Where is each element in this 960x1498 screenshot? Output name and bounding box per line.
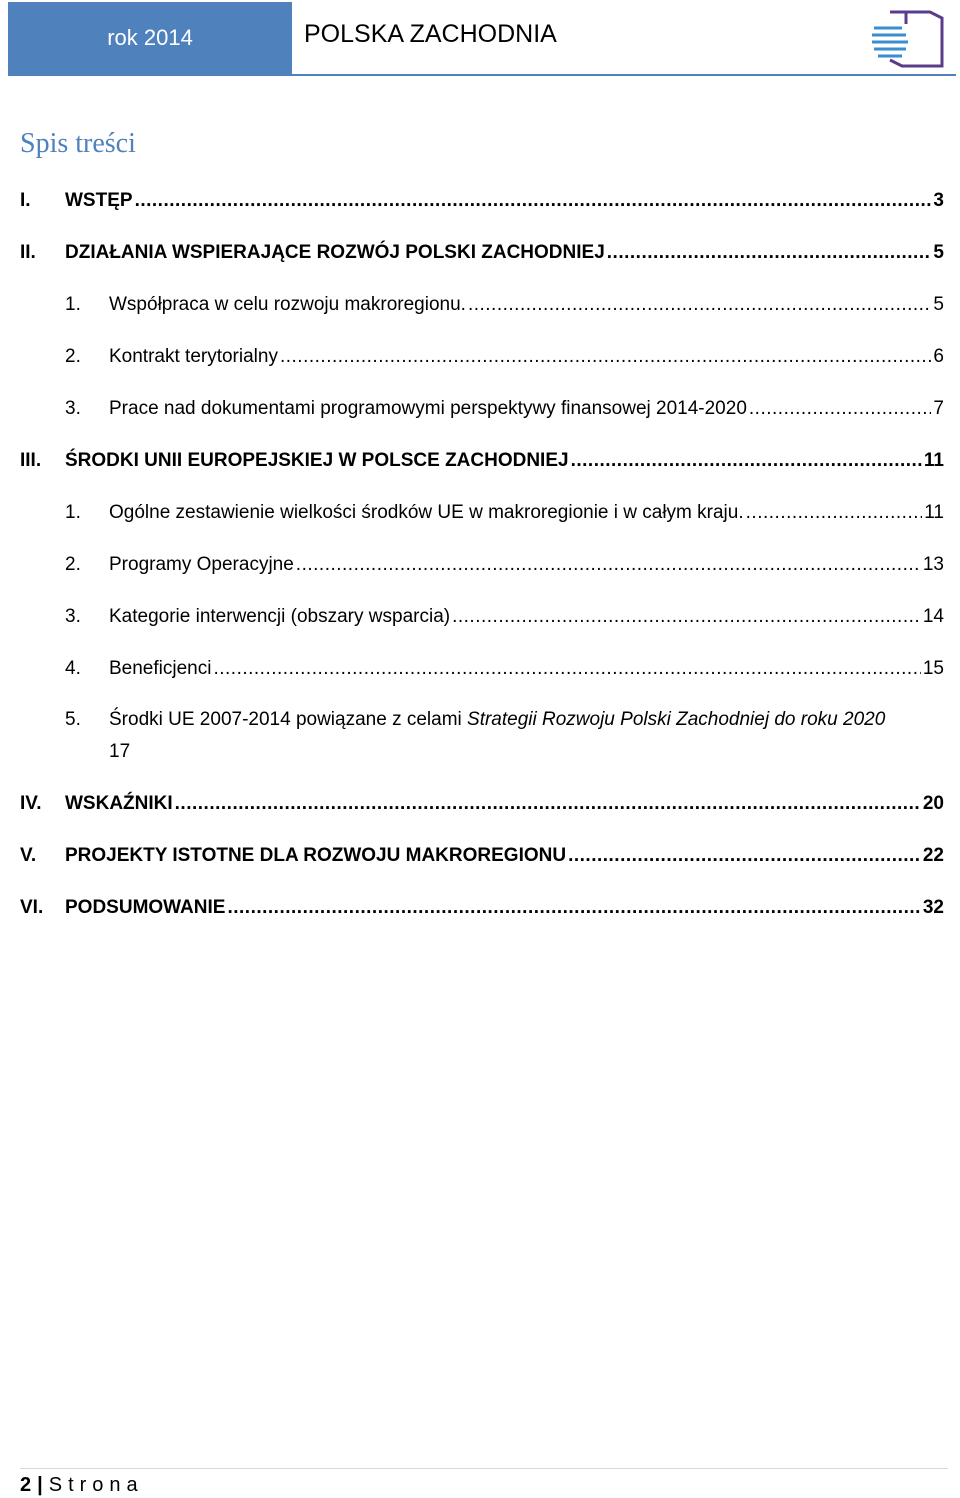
toc-leader-dots: [468, 292, 931, 318]
toc-entry-number: III.: [20, 450, 42, 471]
toc-entry-title: Współpraca w celu rozwoju makroregionu.: [109, 294, 466, 315]
polska-zachodnia-logo-icon: [868, 10, 948, 70]
toc-entry-title: ŚRODKI UNII EUROPEJSKIEJ W POLSCE ZACHODNIEJ: [65, 450, 569, 471]
header-year-banner: [8, 2, 292, 74]
toc-entry-wskazniki[interactable]: [20, 791, 944, 817]
header-divider: [8, 74, 956, 76]
toc-entry-number: IV.: [20, 793, 42, 814]
toc-leader-dots: [175, 791, 921, 817]
toc-entry-number: 1.: [65, 502, 81, 523]
toc-entry-number: 5.: [65, 709, 81, 730]
toc-entry-page: 14: [922, 606, 944, 627]
toc-heading: Spis treści: [20, 128, 136, 159]
toc-entry-title: Programy Operacyjne: [109, 554, 294, 575]
toc-entry-page: 6: [933, 346, 944, 367]
toc-leader-dots: [749, 396, 932, 422]
toc-entry-programy[interactable]: [20, 552, 944, 578]
toc-entry-podsumowanie[interactable]: [20, 895, 944, 921]
toc-entry-title: DZIAŁANIA WSPIERAJĄCE ROZWÓJ POLSKI ZACHODNIEJ: [65, 242, 605, 263]
toc-entry-prace[interactable]: [20, 396, 944, 422]
toc-entry-title-italic: Strategii Rozwoju Polski Zachodniej do roku 2020: [467, 709, 886, 730]
toc-entry-page: 5: [933, 242, 944, 263]
footer-separator: |: [37, 1474, 43, 1496]
toc-entry-projekty[interactable]: [20, 843, 944, 869]
toc-entry-number: 2.: [65, 346, 81, 367]
toc-entry-title: Prace nad dokumentami programowymi perspektywy finansowej 2014-2020: [109, 398, 747, 419]
toc-leader-dots: [452, 604, 921, 630]
toc-entry-ogolne[interactable]: [20, 500, 944, 526]
toc-entry-page: 5: [933, 294, 944, 315]
toc-entry-page: 7: [933, 398, 944, 419]
toc-entry-wspolpraca[interactable]: [20, 292, 944, 318]
toc-entry-title: Środki UE 2007-2014 powiązane z celami: [109, 709, 468, 730]
toc-entry-number: 2.: [65, 554, 81, 575]
toc-entry-beneficjenci[interactable]: [20, 656, 944, 682]
toc-entry-srodki-ue-strategia[interactable]: [20, 704, 944, 768]
toc-leader-dots: [213, 656, 920, 682]
toc-leader-dots: [568, 843, 921, 869]
footer-page-label: Strona: [48, 1474, 144, 1496]
toc-entry-kategorie[interactable]: [20, 604, 944, 630]
toc-leader-dots: [280, 344, 931, 370]
toc-entry-page: 3: [933, 190, 944, 211]
toc-entry-page: 13: [922, 554, 944, 575]
header-title: POLSKA ZACHODNIA: [304, 20, 557, 48]
toc-entry-number: 3.: [65, 398, 81, 419]
toc-leader-dots: [135, 188, 932, 214]
toc-entry-dzialania[interactable]: [20, 240, 944, 266]
toc-entry-kontrakt[interactable]: [20, 344, 944, 370]
toc-leader-dots: [746, 500, 923, 526]
toc-entry-page: 32: [922, 897, 944, 918]
toc-entry-page: 22: [922, 845, 944, 866]
toc-entry-title: Beneficjenci: [109, 658, 212, 679]
toc-entry-title: Ogólne zestawienie wielkości środków UE w makroregionie i w całym kraju.: [109, 502, 744, 523]
toc-entry-number: VI.: [20, 897, 44, 918]
toc-entry-title: WSKAŹNIKI: [65, 793, 173, 814]
header-year: rok 2014: [107, 25, 193, 50]
toc-entry-title: Kontrakt terytorialny: [109, 346, 278, 367]
footer-page-number: 2: [20, 1474, 32, 1496]
toc-entry-number: II.: [20, 242, 36, 263]
toc-entry-title: PODSUMOWANIE: [65, 897, 226, 918]
toc-entry-page: 11: [923, 450, 944, 471]
toc-entry-number: 4.: [65, 658, 81, 679]
toc-leader-dots: [296, 552, 921, 578]
toc-leader-dots: [607, 240, 932, 266]
toc-entry-title: Kategorie interwencji (obszary wsparcia): [109, 606, 451, 627]
toc-leader-dots: [227, 895, 920, 921]
toc-entry-page: 20: [922, 793, 944, 814]
toc-entry-srodki[interactable]: [20, 448, 944, 474]
footer-divider: [20, 1468, 948, 1469]
toc-entry-title: PROJEKTY ISTOTNE DLA ROZWOJU MAKROREGIONU: [65, 845, 567, 866]
toc-entry-page: 11: [924, 502, 944, 523]
toc-leader-dots: [571, 448, 922, 474]
page-footer: [20, 1472, 144, 1498]
toc-entry-title: WSTĘP: [65, 190, 133, 211]
toc-entry-page: 15: [922, 658, 944, 679]
toc-entry-page: 17: [109, 741, 131, 762]
toc-entry-number: V.: [20, 845, 37, 866]
toc-entry-number: 3.: [65, 606, 81, 627]
toc-entry-number: I.: [20, 190, 31, 211]
toc-entry-number: 1.: [65, 294, 81, 315]
toc-entry-wstep[interactable]: [20, 188, 944, 214]
